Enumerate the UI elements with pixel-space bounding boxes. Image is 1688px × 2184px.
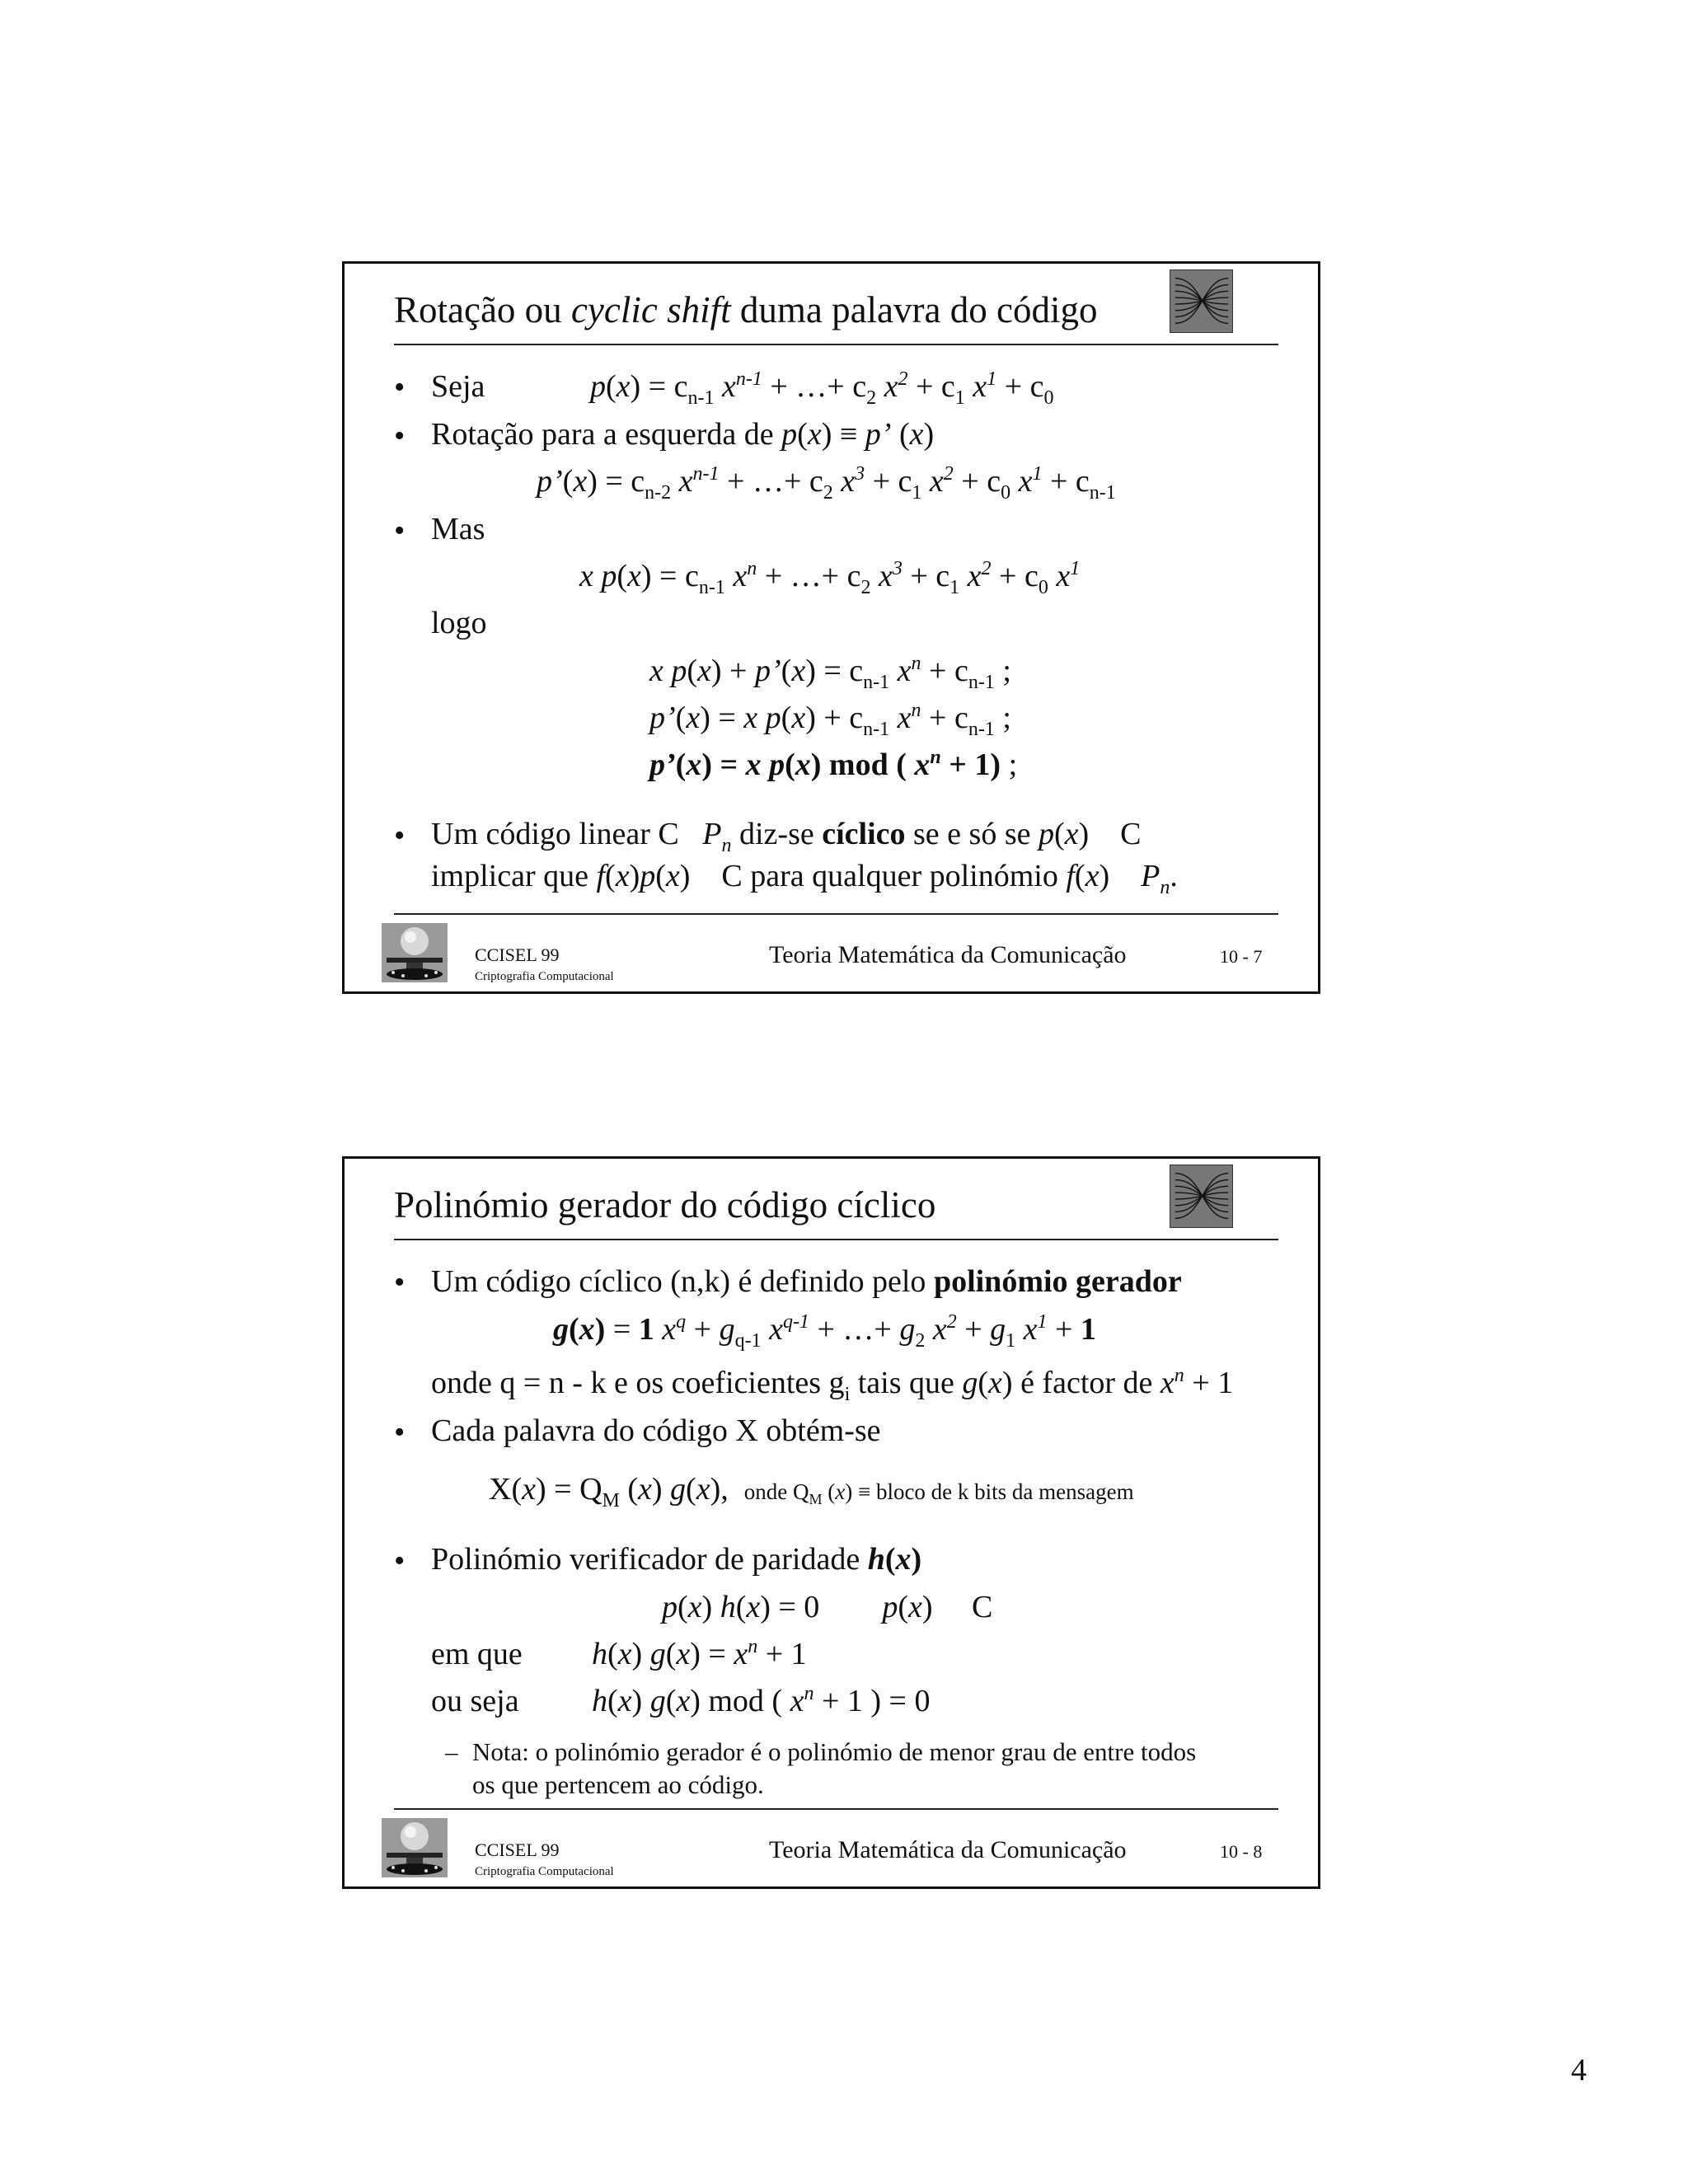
logo-label: logo — [431, 606, 487, 640]
title-divider — [394, 1239, 1278, 1240]
formula-sum: x p(x) + p’(x) = $c_{n-1}$ $x^n + c_{n-1}$ ; — [649, 653, 1011, 693]
footer-slide-number: 10 - 7 — [1220, 946, 1263, 967]
isel-logo-icon — [382, 923, 448, 982]
nota-line2: os que pertencem ao código. — [472, 1770, 764, 1799]
slide-title: Rotação ou cyclic shift duma palavra do código — [394, 289, 1098, 330]
dash-bullet: – — [445, 1737, 458, 1766]
bullet-linear-code-line2: implicar que f(x)p(x) C para qualquer polinómio f(x) $P_n$. — [431, 859, 1178, 898]
bullet-verificador: Polinómio verificador de paridade h(x) — [431, 1542, 922, 1577]
onde-line: onde q = n - k e os coeficientes $g_i$ tais que g(x) é factor de $x^n + 1$ — [431, 1365, 1234, 1405]
footer-course: CCISEL 99 — [475, 1840, 560, 1860]
slide-title: Polinómio gerador do código cíclico — [394, 1184, 936, 1226]
formula-gx: g(x) = 1 $x^q + g_{q-1}$ $x^{q-1}$ + …+ $g_2$ $x^2 + g_1$ $x^1 + 1$ — [553, 1311, 1096, 1352]
page-number: 4 — [1571, 2053, 1587, 2088]
footer-subtitle: Criptografia Computacional — [475, 1865, 614, 1878]
formula-px-hx: p(x) h(x) = 0 p(x) C — [662, 1590, 993, 1624]
formula-x-qm: $X(x) = Q_M$ (x) g(x), onde $Q_M$ (x) ≡ bloco de k bits da mensagem — [489, 1472, 1134, 1511]
formula-x-px: x $p(x) = c_{n-1}$ $x^n$ + …+ $c_2$ $x^3 + c_1$ $x^2 + c_0$ $x^1$ — [579, 558, 1081, 598]
bullet-cada-palavra: Cada palavra do código X obtém-se — [431, 1413, 881, 1448]
footer-center-title: Teoria Matemática da Comunicação — [769, 941, 1127, 968]
bullet-rotacao: Rotação para a esquerda de p(x) ≡ p’ (x) — [431, 417, 935, 452]
bullet: • — [394, 1544, 406, 1578]
bullet: • — [394, 419, 406, 453]
bullet-linear-code-line1: Um código linear C $P_n$ diz-se cíclico se e só se p(x) C — [431, 817, 1142, 856]
bullet-mas-label: Mas — [431, 512, 485, 546]
bullet-codigo-ciclico: Um código cíclico (n,k) é definido pelo polinómio gerador — [431, 1264, 1182, 1299]
footer-center-title: Teoria Matemática da Comunicação — [769, 1836, 1127, 1863]
footer-slide-number: 10 - 8 — [1220, 1841, 1263, 1862]
formula-hx-gx-mod: h(x) g(x) mod ( $x^n + 1$ ) = 0 — [592, 1683, 931, 1718]
formula-p-prime: p’(x) = $c_{n-2}$ $x^{n-1}$ + …+ $c_2$ $x^3 + c_1$ $x^2 + c_0$ $x^1 + c_{n-1}$ — [537, 463, 1116, 504]
footer-subtitle: Criptografia Computacional — [475, 970, 614, 983]
title-divider — [394, 344, 1278, 345]
slide-logo-icon — [1170, 1165, 1233, 1228]
formula-hx-gx: h(x) $g(x) = x^n + 1$ — [592, 1636, 807, 1671]
slide-logo-icon — [1170, 269, 1233, 333]
slide-10-8 — [342, 1156, 1320, 1889]
em-que-label: em que — [431, 1637, 523, 1671]
formula-px: $p(x) = c_{n-1}$ $x^{n-1}$ + …+ $c_2$ $x^2 + c_1$ $x^1 + c_0$ — [590, 368, 1054, 409]
bullet: • — [394, 1415, 406, 1450]
bullet: • — [394, 370, 406, 405]
slide-10-7 — [342, 261, 1320, 994]
bullet: • — [394, 513, 406, 548]
formula-p-prime-2: p’(x) = x $p(x) + c_{n-1}$ $x^n + c_{n-1}$ ; — [649, 700, 1011, 740]
footer-divider — [394, 913, 1278, 915]
footer-course: CCISEL 99 — [475, 944, 560, 965]
nota-line1: Nota: o polinómio gerador é o polinómio de menor grau de entre todos — [472, 1737, 1197, 1766]
formula-mod: p’(x) = x p(x) mod ( $x^n + 1$) ; — [649, 747, 1018, 782]
bullet: • — [394, 818, 406, 853]
bullet: • — [394, 1265, 406, 1300]
bullet-seja-label: Seja — [431, 369, 485, 404]
isel-logo-icon — [382, 1818, 448, 1877]
ou-seja-label: ou seja — [431, 1684, 519, 1718]
footer-divider — [394, 1808, 1278, 1810]
